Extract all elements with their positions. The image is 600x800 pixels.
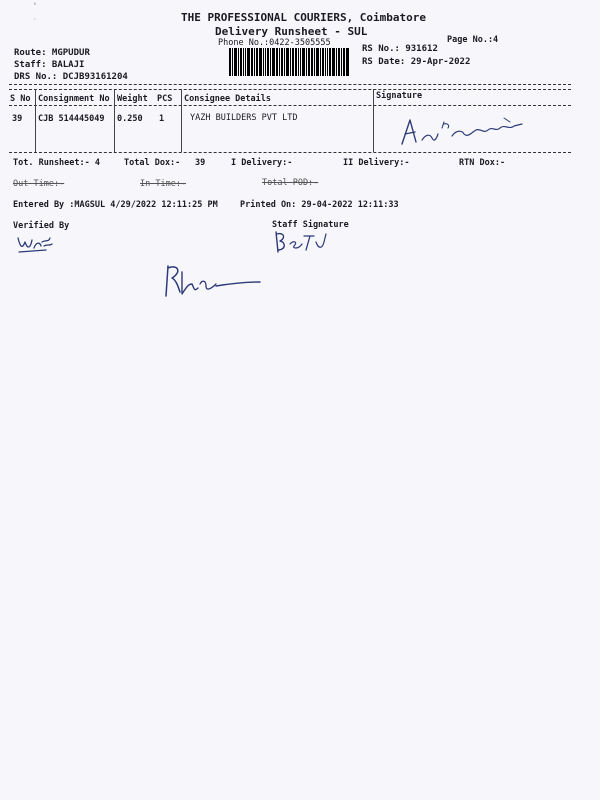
table-top-rule-2 [9,89,571,90]
column-divider [373,89,374,152]
drs-number: DRS No.: DCJB93161204 [14,72,128,82]
scan-mark: · [33,16,37,23]
header-consignment-no: Consignment No [38,94,110,104]
verified-by-label: Verified By [13,221,70,231]
total-dox-label: Total Dox:- [124,158,181,168]
row-pcs: 1 [159,114,165,124]
rs-number: RS No.: 931612 [362,44,438,54]
route-label: Route: MGPUDUR [14,48,90,58]
header-signature: Signature [376,91,423,101]
phone-number: Phone No.:0422-3505555 [218,38,331,48]
ii-delivery: II Delivery:- [343,158,410,168]
printed-on: Printed On: 29-04-2022 12:11:33 [240,200,399,210]
table-top-rule [9,84,571,85]
recipient-signature-icon [392,114,542,150]
entered-by: Entered By :MAGSUL 4/29/2022 12:11:25 PM [13,200,218,210]
header-consignee-details: Consignee Details [184,94,271,104]
staff-label: Staff: BALAJI [14,60,85,70]
total-runsheet: Tot. Runsheet:- 4 [13,158,100,168]
verifier-signature-icon [16,232,56,254]
header-pcs: PCS [157,94,173,104]
column-divider [114,89,115,152]
row-consignee: YAZH BUILDERS PVT LTD [190,113,298,123]
page-number: Page No.:4 [447,35,499,45]
i-delivery: I Delivery:- [231,158,293,168]
column-divider [181,89,182,152]
row-weight: 0.250 [117,114,143,124]
total-pod: Total POD:- [262,178,319,188]
rtn-dox: RTN Dox:- [459,158,506,168]
out-time: Out Time:- [13,179,65,189]
company-title: THE PROFESSIONAL COURIERS, Coimbatore [181,11,427,24]
total-dox-value: 39 [195,158,206,168]
header-s-no: S No [10,94,31,104]
row-s-no: 39 [12,114,23,124]
barcode-icon [229,48,351,76]
in-time: In Time:- [140,179,187,189]
scribble-signature-icon [158,262,268,302]
runsheet-title: Delivery Runsheet - SUL [215,25,368,38]
row-consignment-no: CJB 514445049 [38,114,105,124]
scan-mark: ⁰ [33,2,37,9]
column-divider [35,89,36,152]
table-bottom-rule [9,152,571,153]
staff-signature-label: Staff Signature [272,220,349,230]
table-header-rule [9,105,571,106]
rs-date: RS Date: 29-Apr-2022 [362,57,471,67]
staff-signature-icon [272,228,332,256]
header-weight: Weight [117,94,148,104]
